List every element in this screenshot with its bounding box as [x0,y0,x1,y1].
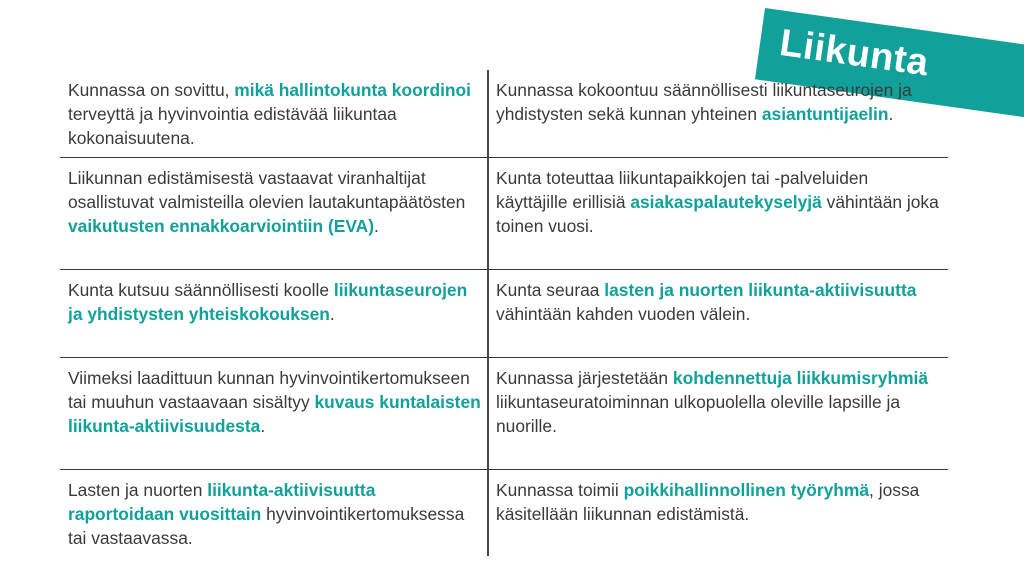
cell-text: Kunta kutsuu säännöllisesti koolle [68,280,334,300]
table-cell-left [60,70,488,157]
cell-text: Lasten ja nuorten [68,480,208,500]
cell-text: Kunnassa järjestetään [496,368,673,388]
cell-text: liikuntaseuratoiminnan ulkopuolella oleville lapsille ja nuorille. [496,392,901,436]
cell-highlight: liikuntaseurojen ja yhdistysten yhteiskokouksen [68,280,468,324]
table-row [60,470,948,556]
cell-text: Liikunnan edistämisestä vastaavat viranhaltijat osallistuvat valmisteilla olevien lautakuntapäätösten [68,168,466,212]
cell-text: vähintään kahden vuoden välein. [496,304,751,324]
criteria-table [60,70,948,556]
table-cell-left [60,470,488,556]
table-row [60,70,948,158]
cell-highlight: asiakaspalautekyselyjä [630,192,822,212]
cell-text: vähintään joka toinen vuosi. [496,192,939,236]
cell-highlight: mikä hallintokunta koordinoi [234,80,472,100]
column-divider [487,70,489,556]
table-cell-right [488,270,948,357]
cell-text: Viimeksi laadittuun kunnan hyvinvointikertomukseen tai muuhun vastaavaan sisältyy [68,368,470,412]
cell-highlight: vaikutusten ennakkoarviointiin (EVA) [68,216,375,236]
cell-text: . [888,104,894,124]
cell-text: . [329,304,335,324]
table-cell-left [60,358,488,469]
cell-highlight: lasten ja nuorten liikunta-aktiivisuutta [604,280,917,300]
cell-text: Kunnassa on sovittu, [68,80,235,100]
table-cell-right [488,70,948,157]
table-cell-left [60,270,488,357]
cell-text: Kunnassa toimii [496,480,624,500]
cell-text: terveyttä ja hyvinvointia edistävää liikuntaa kokonaisuutena. [68,104,397,148]
table-cell-right [488,158,948,269]
table-cell-right [488,470,948,556]
cell-highlight: liikunta-aktiivisuutta raportoidaan vuosittain [68,480,376,524]
cell-text: . [260,416,266,436]
cell-highlight: kuvaus kuntalaisten liikunta-aktiivisuudesta [68,392,481,436]
table-row [60,158,948,270]
cell-text: Kunta seuraa [496,280,605,300]
cell-highlight: poikkihallinnollinen työryhmä [623,480,870,500]
table-row [60,358,948,470]
table-cell-right [488,358,948,469]
cell-highlight: kohdennettuja liikkumisryhmiä [672,368,929,388]
page-title: Liikunta [777,22,932,85]
cell-text: . [374,216,379,236]
table-row [60,270,948,358]
cell-text: , jossa käsitellään liikunnan edistämistä. [496,480,920,524]
cell-text: hyvinvointikertomuksessa tai vastaavassa. [68,504,465,548]
cell-text: Kunnassa kokoontuu säännöllisesti liikuntaseurojen ja yhdistysten sekä kunnan yhteinen [496,80,912,124]
table-cell-left [60,158,488,269]
cell-text: Kunta toteuttaa liikuntapaikkojen tai -palveluiden käyttäjille erillisiä [496,168,869,212]
cell-highlight: asiantuntijaelin [761,104,889,124]
